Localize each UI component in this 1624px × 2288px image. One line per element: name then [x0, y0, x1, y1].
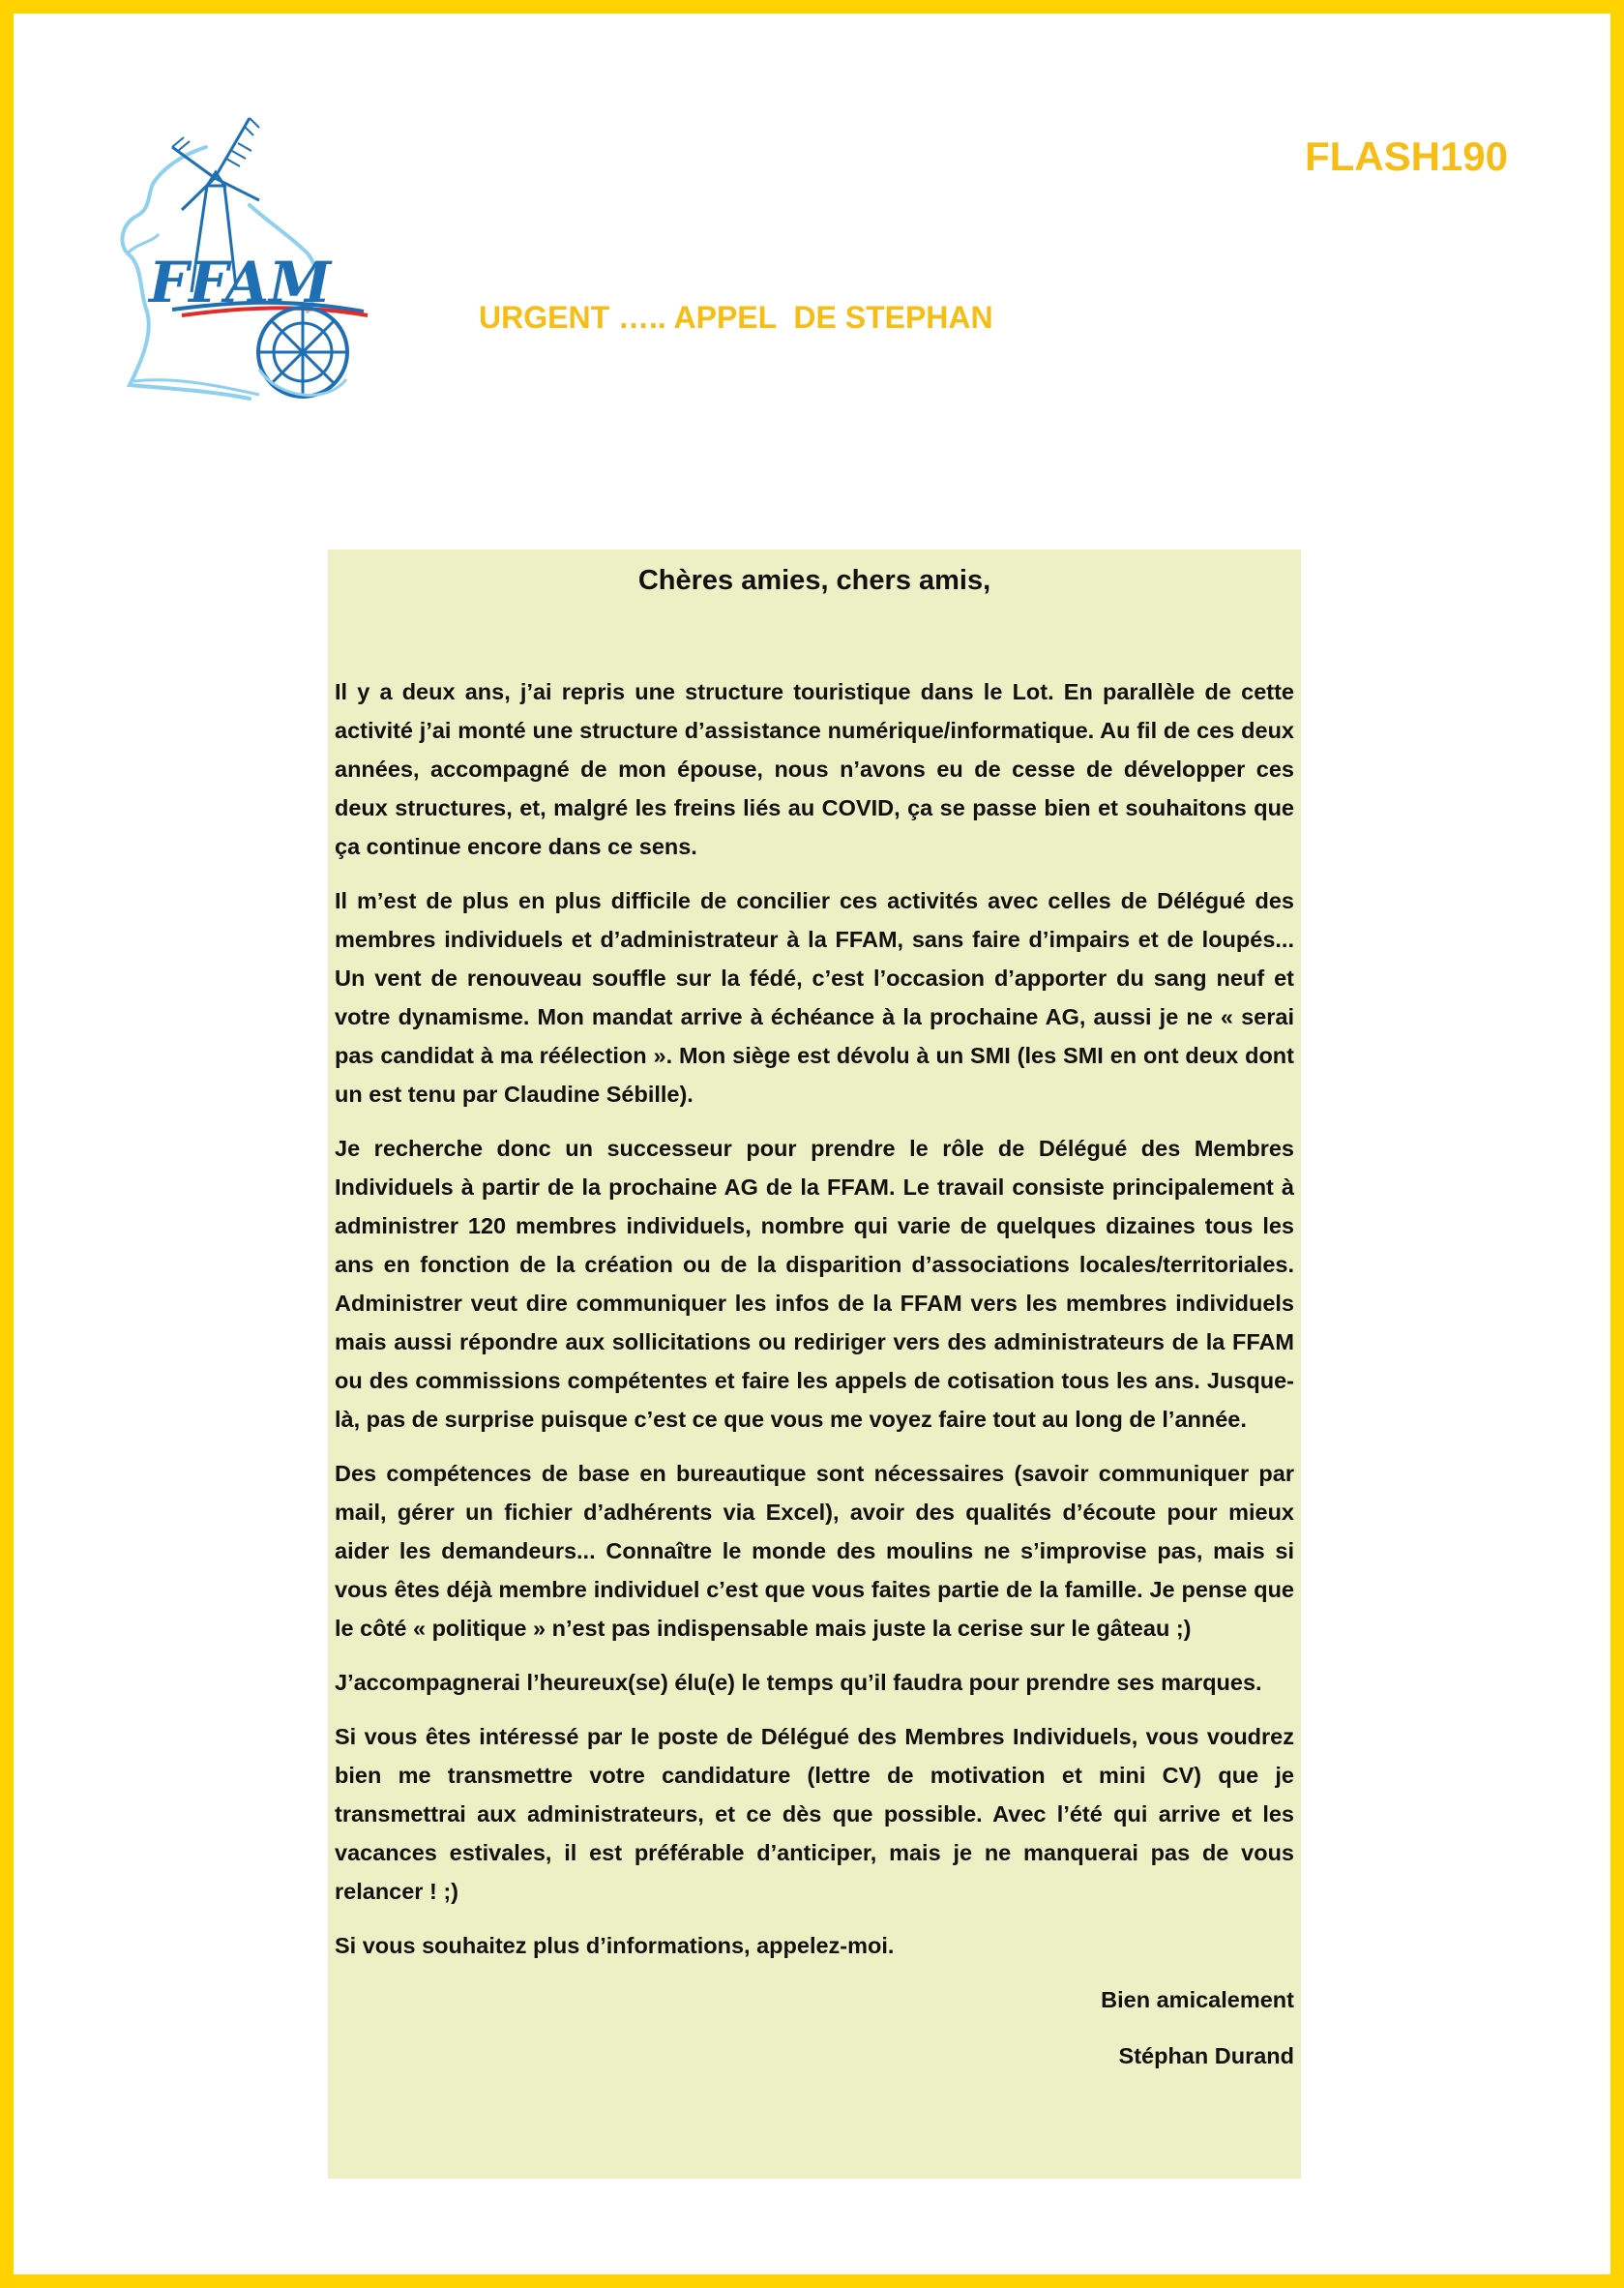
windmill-france-logo-icon — [114, 108, 375, 413]
svg-text:FFAM: FFAM — [149, 250, 332, 315]
headline: URGENT ….. APPEL DE STEPHAN — [479, 300, 993, 335]
flash-number: FLASH190 — [1304, 134, 1508, 179]
letter-paragraph: Des compétences de base en bureautique sont nécessaires (savoir communiquer par mail, gérer un fichier d’adhérents via Excel), avoir des qualités d’écoute pour mieux aider les demandeurs... Connaître le monde des moulins ne s’improvise pas, mais si vous êtes déjà membre individuel c’est que vous faites partie de la famille. Je pense que le côté « politique » n’est pas indispensable mais juste la cerise sur le gâteau ;) — [335, 1461, 1294, 1641]
letter-paragraph: Il y a deux ans, j’ai repris une structure touristique dans le Lot. En parallèle de cette activité j’ai monté une structure d’assistance numérique/informatique. Au fil de ces deux années, accompagné de mon épouse, nous n’avons eu de cesse de développer ces deux structures, et, malgré les freins liés au COVID, ça se passe bien et souhaitons que ça continue encore dans ce sens. — [335, 679, 1294, 859]
letter-box — [328, 550, 1301, 2179]
letter-paragraph: Si vous êtes intéressé par le poste de Délégué des Membres Individuels, vous voudrez bien me transmettre votre candidature (lettre de motivation et mini CV) que je transmettrai aux administrateurs, et ce dès que possible. Avec l’été qui arrive et les vacances estivales, il est préférable d’anticiper, mais je ne manquerai pas de vous relancer ! ;) — [335, 1724, 1294, 1904]
letter-signature: Stéphan Durand — [1118, 2043, 1294, 2068]
letter-paragraph: Je recherche donc un successeur pour prendre le rôle de Délégué des Membres Individuels à partir de la prochaine AG de la FFAM. Le travail consiste principalement à administrer 120 membres individuels, nombre qui varie de quelques dizaines tous les ans en fonction de la création ou de la disparition d’associations locales/territoriales. Administrer veut dire communiquer les infos de la FFAM vers les membres individuels mais aussi répondre aux sollicitations ou rediriger vers des administrateurs de la FFAM ou des commissions compétentes et faire les appels de cotisation tous les ans. Jusque-là, pas de surprise puisque c’est ce que vous me voyez faire tout au long de l’année. — [335, 1136, 1294, 1432]
letter-paragraph: Il m’est de plus en plus difficile de concilier ces activités avec celles de Délégué des membres individuels et d’administrateur à la FFAM, sans faire d’impairs et de loupés... Un vent de renouveau souffle sur la fédé, c’est l’occasion d’apporter du sang neuf et votre dynamisme. Mon mandat arrive à échéance à la prochaine AG, aussi je ne « serai pas candidat à ma réélection ». Mon siège est dévolu à un SMI (les SMI en ont deux dont un est tenu par Claudine Sébille). — [335, 888, 1294, 1107]
letter-greeting: Chères amies, chers amis, — [637, 565, 991, 596]
letter-closing: Bien amicalement — [1101, 1987, 1294, 2012]
ffam-logo — [114, 108, 375, 413]
letter-paragraph: J’accompagnerai l’heureux(se) élu(e) le temps qu’il faudra pour prendre ses marques. — [335, 1670, 1262, 1695]
letter-paragraph: Si vous souhaitez plus d’informations, appelez-moi. — [335, 1933, 895, 1958]
